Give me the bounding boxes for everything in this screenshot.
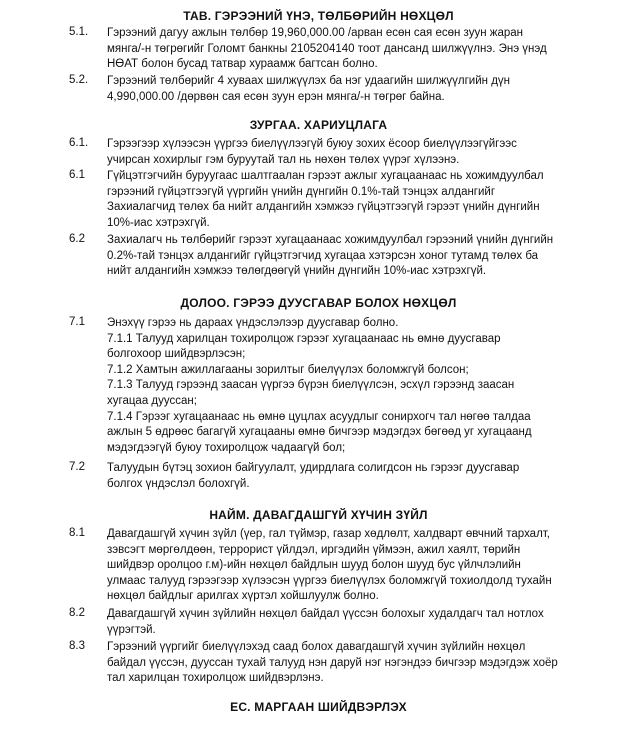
paragraph-line: гэрээний гүйцэтгээгүй үүргийн үнийн дүнгийн 0.1%-тай тэнцэх алдангийг (107, 185, 496, 198)
paragraph-8-1 (107, 527, 613, 605)
subitem-line: 7.1.3 Талууд гэрээнд заасан үүргээ бүрэн биелүүлсэн, эсхүл гэрээнд заасан (107, 379, 515, 392)
paragraph-7-1 (107, 316, 613, 456)
section-title-liability: ЗУРГАА. ХАРИУЦЛАГА (249, 118, 388, 132)
subitem-line: мэдэгдээгүй буюу тохиролцож чадаагүй бол; (107, 441, 346, 454)
subitem-line: 7.1.4 Гэрээг хугацаанаас нь өмнө цуцлах асуудлыг сонирхогч тал нөгөө талдаа (107, 410, 531, 423)
paragraph-line: болгох үндэслэл болохгүй. (107, 477, 250, 490)
paragraph-5-2 (107, 74, 613, 105)
paragraph-8-3 (107, 640, 613, 687)
paragraph-line: нөхцөл байдлыг арилгах хүртэл хойшлуулж болно. (107, 590, 379, 603)
paragraph-6-1b (107, 169, 613, 231)
paragraph-line: Гэрээний үүргийг биелүүлэхэд саад болох давагдашгүй хүчин зүйлийн нөхцөл (107, 641, 526, 653)
item-number: 8.2 (69, 607, 85, 619)
paragraph-line: тал харилцан тохиролцож шийдвэрлэнэ. (107, 672, 324, 685)
subitem-line: 7.1.2 Хамтын ажиллагааны зорилтыг биелүүлэх боломжгүй болсон; (107, 363, 469, 376)
paragraph-line: зэвсэгт мөргөлдөөн, террорист үйлдэл, иргэдийн үймээн, ажил хаялт, төрийн (107, 543, 521, 556)
section-title-payment: ТАВ. ГЭРЭЭНИЙ ҮНЭ, ТӨЛБӨРИЙН НӨХЦӨЛ (183, 9, 454, 23)
item-number: 7.1 (69, 316, 85, 328)
paragraph-line: Гэрээний төлбөрийг 4 хуваах шилжүүлэх ба нэг удаагийн шилжүүлгийн дүн (107, 75, 511, 87)
paragraph-line: мянга/-н төгрөгийг Голомт банкны 2105204140 тоот дансанд шилжүүлнэ. Энэ үнэд (107, 42, 547, 55)
section-title-force-majeure: НАЙМ. ДАВАГДАШГҮЙ ХҮЧИН ЗҮЙЛ (209, 508, 428, 522)
paragraph-6-2 (107, 233, 613, 280)
paragraph-line: шийдвэр оролцоо г.м)-ийн нөхцөл байдлын шууд болон шууд бус үйлчлэлийн (107, 559, 521, 572)
paragraph-line: Энэхүү гэрээ нь дараах үндэслэлээр дуусгавар болно. (107, 317, 399, 329)
item-number: 8.3 (69, 640, 85, 652)
section-title-termination: ДОЛОО. ГЭРЭЭ ДУУСГАВАР БОЛОХ НӨХЦӨЛ (180, 296, 457, 310)
paragraph-line: Захиалагч нь төлбөрийг гэрээт хугацаанаас хожимдуулбал гэрээний үнийн дүнгийн (107, 234, 554, 246)
paragraph-7-2 (107, 461, 613, 492)
paragraph-6-1a (107, 137, 613, 168)
section-title-dispute: ЕС. МАРГААН ШИЙДВЭРЛЭХ (230, 700, 407, 714)
item-number: 7.2 (69, 461, 85, 473)
paragraph-line: улмаас талууд гэрээгээр хүлээсэн үүргээ биелүүлэх боломжгүй тохиолдолд тухайн (107, 574, 552, 587)
paragraph-line: Талуудын бүтэц зохион байгуулалт, удирдлага солигдсон нь гэрээг дуусгавар (107, 462, 520, 474)
paragraph-line: Гэрээгээр хүлээсэн үүргээ биелүүлээгүй буюу зохих ёсоор биелүүлээгүйгээс (107, 138, 517, 150)
paragraph-8-2 (107, 607, 613, 638)
paragraph-line: байдал үүссэн, дууссан тухай талууд нэн даруй нэг нэгэндээ бичгээр мэдэгдэж хоёр (107, 656, 558, 669)
paragraph-line: 10%-иас хэтрэхгүй. (107, 216, 210, 229)
paragraph-line: НӨАТ болон бусад татвар хураамж багтсан болно. (107, 58, 378, 71)
paragraph-line: 4,990,000.00 /дөрвөн сая есөн зуун ерэн мянга/-н төгрөг байна. (107, 90, 445, 103)
paragraph-line: Гэрээний дагуу ажлын төлбөр 19,960,000.00 /арван есөн сая есөн зуун жаран (107, 27, 523, 39)
item-number: 5.2. (69, 74, 89, 86)
item-number: 8.1 (69, 527, 85, 539)
paragraph-line: Захиалагчид төлөх ба нийт алдангийн хэмжээ гүйцэтгээгүй гэрээт үнийн дүнгийн (107, 201, 540, 214)
subitem-line: хугацаа дууссан; (107, 394, 197, 407)
subitem-line: болгохоор шийдвэрлэсэн; (107, 348, 246, 361)
subitem-line: ажлын 5 өдрөөс багагүй хугацааны өмнө бичгээр мэдэгдэх бөгөөд уг хугацаанд (107, 426, 532, 439)
paragraph-5-1 (107, 26, 613, 73)
item-number: 5.1. (69, 26, 89, 38)
subitem-line: 7.1.1 Талууд харилцан тохиролцож гэрээг хугацаанаас нь өмнө дуусгавар (107, 332, 501, 345)
item-number: 6.2 (69, 233, 85, 245)
paragraph-line: 0.2%-тай тэнцэх алдангийг гүйцэтгэгчид хугацаа хэтэрсэн хоног тутамд төлөх ба (107, 249, 539, 262)
item-number: 6.1 (69, 169, 85, 181)
paragraph-line: Давагдашгүй хүчин зүйл (үер, гал түймэр, газар хөдлөлт, халдварт өвчний тархалт, (107, 528, 550, 540)
paragraph-line: учирсан хохирлыг гэм буруутай тал нь нөхөн төлөх үүрэг хүлээнэ. (107, 153, 460, 166)
paragraph-line: Давагдашгүй хүчин зүйлийн нөхцөл байдал үүссэн болохыг худалдагч тал нотлох (107, 608, 544, 620)
paragraph-line: үүрэгтэй. (107, 623, 156, 636)
paragraph-line: нийт алдангийн хэмжээ төлөгдөөгүй үнийн дүнгийн 10%-иас хэтрэхгүй. (107, 265, 487, 278)
item-number: 6.1. (69, 137, 89, 149)
paragraph-line: Гүйцэтгэгчийн буруугаас шалтгаалан гэрээт ажлыг хугацаанаас нь хожимдуулбал (107, 170, 544, 182)
